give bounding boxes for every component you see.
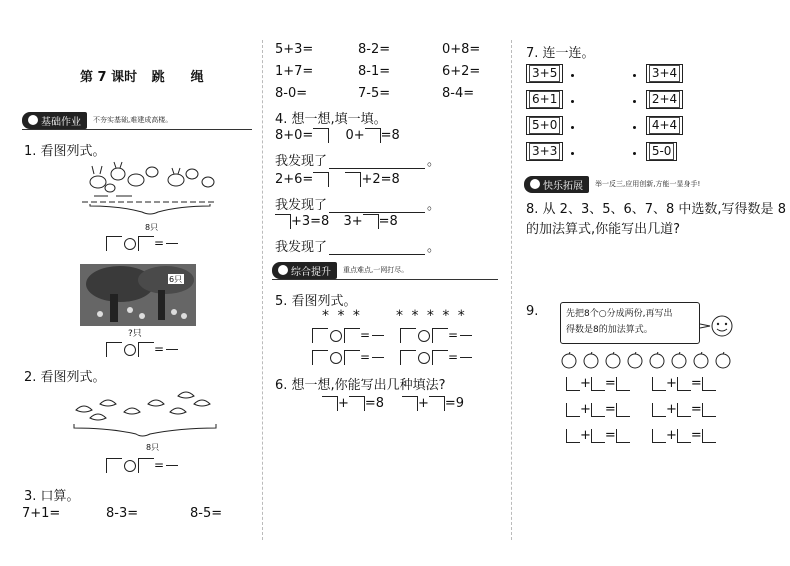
match-row [526, 64, 574, 83]
operator-circle[interactable] [330, 352, 342, 364]
answer-line[interactable] [329, 243, 425, 255]
star-icon [278, 265, 288, 275]
calc-item: 8-0= [275, 86, 308, 101]
q4-title: 4. 想一想,填一填。 [275, 112, 387, 127]
equation-template: = [312, 350, 384, 365]
answer-box[interactable] [313, 128, 329, 143]
answer-box[interactable] [138, 342, 154, 357]
operator-circle[interactable] [124, 238, 136, 250]
stars-group: * * * [322, 308, 362, 324]
answer-box[interactable] [138, 458, 154, 473]
answer-line[interactable] [329, 201, 425, 213]
rabbits-illustration [80, 160, 220, 222]
answer-blank[interactable] [166, 465, 178, 466]
total-label: 8只 [145, 223, 159, 232]
calc-item: 1+7= [275, 64, 314, 79]
operator-circle[interactable] [418, 352, 430, 364]
q8-text: 8. 从 2、3、5、6、7、8 中选数,写得数是 8 [526, 202, 786, 217]
answer-box[interactable] [591, 429, 605, 443]
answer-blank[interactable] [166, 349, 178, 350]
fill-line: + =8 [322, 396, 384, 411]
banner-label: 综合提升 [291, 266, 331, 278]
q1-title: 1. 看图列式。 [24, 144, 106, 159]
banner-label: 快乐拓展 [543, 180, 583, 192]
found-line: 我发现了 。 [275, 154, 441, 169]
tree-label: 6只 [169, 275, 183, 284]
q6-title: 6. 想一想,你能写出几种填法? [275, 378, 446, 393]
answer-blank[interactable] [166, 243, 178, 244]
match-dot[interactable] [571, 152, 574, 155]
smiley-face-icon [700, 314, 734, 338]
operator-circle[interactable] [418, 330, 430, 342]
answer-box[interactable] [365, 128, 381, 143]
fill-line: 2+6= +2=8 [275, 172, 400, 187]
answer-box[interactable] [702, 429, 716, 443]
equation-template: = [312, 328, 384, 343]
basic-banner [22, 112, 252, 128]
answer-blank[interactable] [372, 335, 384, 336]
equation-template: = [106, 236, 178, 251]
answer-box[interactable] [432, 350, 448, 365]
fill-line: + = [652, 402, 716, 417]
fill-line: +3=8 3+ =8 [275, 214, 398, 229]
fill-line: 8+0= 0+ =8 [275, 128, 400, 143]
match-row [633, 142, 677, 161]
match-row [526, 90, 574, 109]
banner-note: 重点难点,一网打尽。 [343, 266, 409, 274]
calc-item: 8-3= [106, 506, 139, 521]
q5-title: 5. 看图列式。 [275, 294, 357, 309]
match-dot[interactable] [633, 100, 636, 103]
column-divider [262, 40, 263, 540]
match-dot[interactable] [633, 152, 636, 155]
q3-title: 3. 口算。 [24, 489, 80, 504]
lesson-number: 第 7 课时 [80, 70, 138, 85]
match-right[interactable]: 2+4 [646, 90, 683, 109]
match-dot[interactable] [633, 126, 636, 129]
answer-box[interactable] [349, 396, 365, 411]
answer-box[interactable] [402, 396, 418, 411]
match-right[interactable]: 4+4 [646, 116, 683, 135]
answer-box[interactable] [616, 377, 630, 391]
answer-box[interactable] [652, 403, 666, 417]
calc-item: 7-5= [358, 86, 391, 101]
lesson-title: 跳 绳 [151, 70, 204, 85]
fill-line: + = [566, 376, 630, 391]
apple-row [560, 352, 740, 370]
match-dot[interactable] [571, 74, 574, 77]
fill-line: + =9 [402, 396, 464, 411]
match-row [633, 116, 683, 135]
column-divider [511, 40, 512, 540]
answer-box[interactable] [702, 377, 716, 391]
answer-blank[interactable] [460, 357, 472, 358]
lesson-header [80, 66, 204, 85]
match-left[interactable]: 6+1 [526, 90, 563, 109]
answer-box[interactable] [363, 214, 379, 229]
answer-box[interactable] [400, 328, 416, 343]
operator-circle[interactable] [330, 330, 342, 342]
answer-box[interactable] [312, 328, 328, 343]
calc-item: 6+2= [442, 64, 481, 79]
q7-title: 7. 连一连。 [526, 46, 595, 61]
answer-box[interactable] [566, 403, 580, 417]
answer-box[interactable] [429, 396, 445, 411]
banner-note: 举一反三,应用创新,方能一显身手! [595, 180, 701, 188]
found-line: 我发现了 。 [275, 240, 441, 255]
match-right[interactable]: 5-0 [646, 142, 678, 161]
calc-item: 8-5= [190, 506, 223, 521]
answer-box[interactable] [106, 236, 122, 251]
equation-template: = [106, 458, 178, 473]
match-left[interactable]: 3+3 [526, 142, 563, 161]
q9-number: 9. [526, 304, 539, 319]
equation-template: = [106, 342, 178, 357]
match-left[interactable]: 5+0 [526, 116, 563, 135]
equation-template: = [400, 350, 472, 365]
match-dot[interactable] [633, 74, 636, 77]
answer-box[interactable] [432, 328, 448, 343]
calc-item: 8-2= [358, 42, 391, 57]
answer-box[interactable] [591, 403, 605, 417]
match-left[interactable]: 3+5 [526, 64, 563, 83]
answer-box[interactable] [616, 429, 630, 443]
answer-blank[interactable] [372, 357, 384, 358]
answer-box[interactable] [591, 377, 605, 391]
answer-box[interactable] [702, 403, 716, 417]
match-row [633, 64, 683, 83]
question-label: ?只 [128, 329, 142, 339]
fill-line: + = [566, 402, 630, 417]
answer-box[interactable] [312, 350, 328, 365]
answer-box[interactable] [566, 429, 580, 443]
match-right[interactable]: 3+4 [646, 64, 683, 83]
q8-text: 的加法算式,你能写出几道? [526, 222, 681, 237]
banner-label: 基础作业 [41, 116, 81, 128]
fill-line: + = [652, 376, 716, 391]
pencil-icon [28, 115, 38, 125]
answer-line[interactable] [329, 157, 425, 169]
calc-item: 0+8= [442, 42, 481, 57]
answer-box[interactable] [400, 350, 416, 365]
match-row [526, 116, 574, 135]
operator-circle[interactable] [124, 344, 136, 356]
q2-title: 2. 看图列式。 [24, 370, 106, 385]
answer-box[interactable] [345, 172, 361, 187]
fun-banner [524, 176, 770, 192]
answer-box[interactable] [616, 403, 630, 417]
calc-item: 5+3= [275, 42, 314, 57]
calc-item: 8-4= [442, 86, 475, 101]
answer-box[interactable] [652, 377, 666, 391]
match-dot[interactable] [571, 100, 574, 103]
operator-circle[interactable] [124, 460, 136, 472]
banner-note: 不夯实基础,难建成高楼。 [93, 116, 173, 124]
equation-template: = [400, 328, 472, 343]
answer-box[interactable] [677, 429, 691, 443]
answer-box[interactable] [344, 350, 360, 365]
answer-box[interactable] [106, 342, 122, 357]
total-label: 8只 [146, 443, 160, 452]
answer-box[interactable] [275, 214, 291, 229]
answer-box[interactable] [106, 458, 122, 473]
answer-box[interactable] [313, 172, 329, 187]
answer-box[interactable] [138, 236, 154, 251]
answer-box[interactable] [677, 377, 691, 391]
fill-line: + = [566, 428, 630, 443]
answer-blank[interactable] [460, 335, 472, 336]
answer-box[interactable] [566, 377, 580, 391]
fill-line: + = [652, 428, 716, 443]
match-row [633, 90, 683, 109]
match-dot[interactable] [571, 126, 574, 129]
match-row [526, 142, 574, 161]
stars-group: * * * * * [396, 308, 467, 324]
speech-bubble: 先把8个○分成两份,再写出 得数是8的加法算式。 [560, 302, 700, 344]
birds-illustration [70, 390, 220, 444]
found-line: 我发现了 。 [275, 198, 441, 213]
calc-item: 8-1= [358, 64, 391, 79]
calc-item: 7+1= [22, 506, 61, 521]
answer-box[interactable] [322, 396, 338, 411]
answer-box[interactable] [652, 429, 666, 443]
comprehensive-banner [272, 262, 498, 278]
smile-icon [530, 179, 540, 189]
answer-box[interactable] [677, 403, 691, 417]
answer-box[interactable] [344, 328, 360, 343]
